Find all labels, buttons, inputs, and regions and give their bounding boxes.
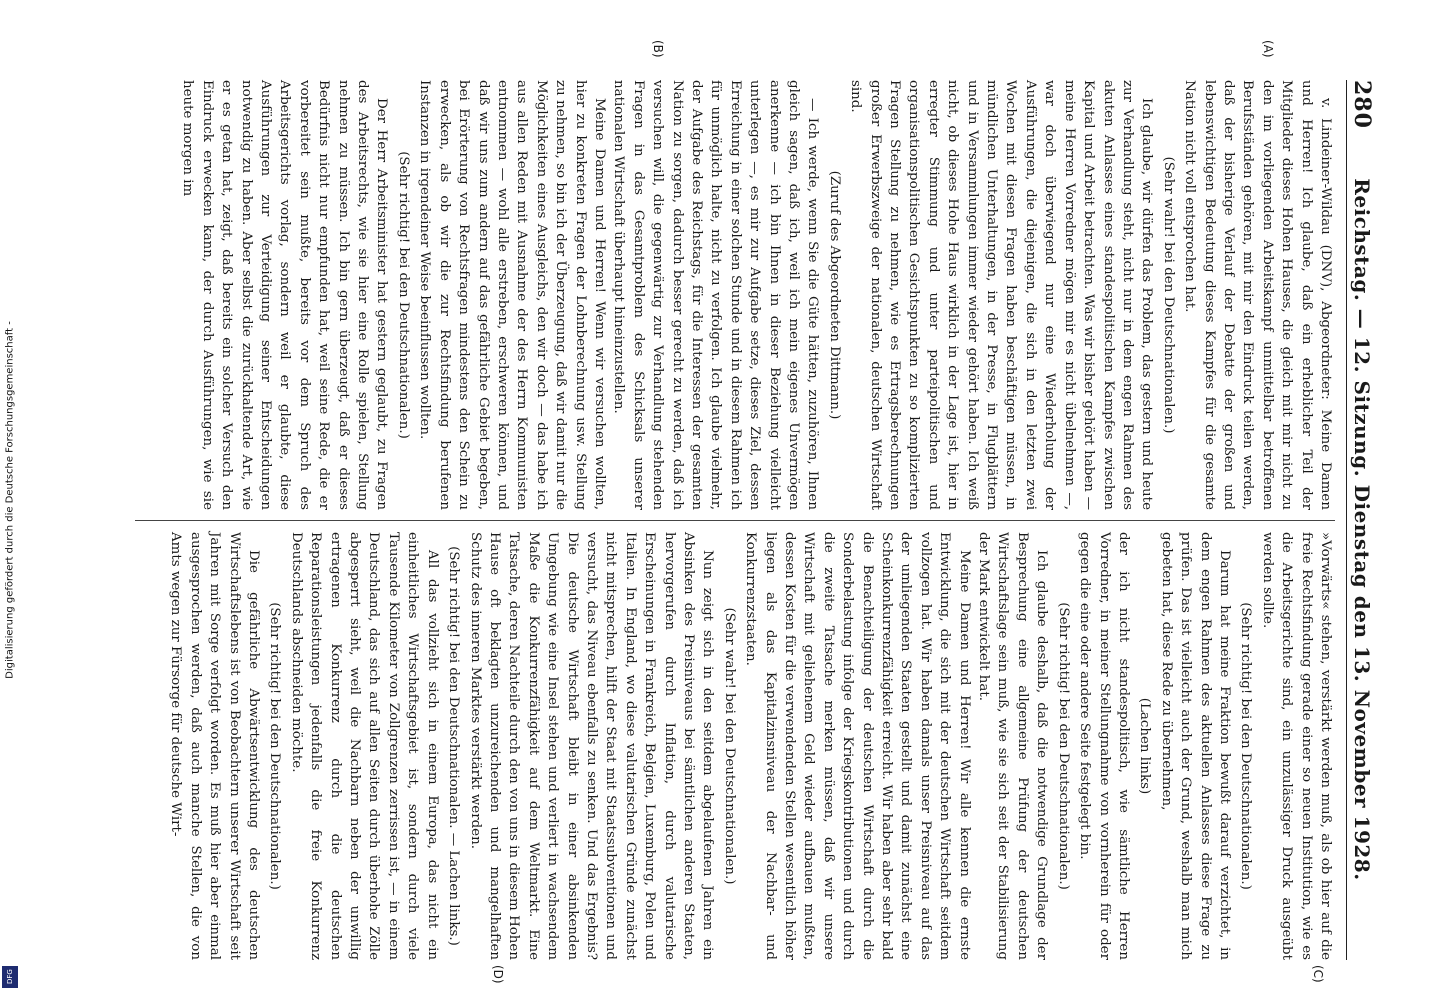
paragraph: Darum hat meine Fraktion bewußt darauf verzichtet, in dem engen Rahmen des aktuellen Anlasses diese Frage zu prüfen. Das ist vielleicht auch der Grund, weshalb man mich gebeten hat, diese Rede zu übernehmen, xyxy=(1158,532,1232,960)
paragraph: »Vorwärts« stehen, verstärkt werden muß, als ob hier auf die freie Rechtsfindung gerade einer so neuen Institution, wie es die Arbeitsgerichte sind, ein unzulässiger Druck ausgeübt werden sollte. xyxy=(1259,532,1333,960)
interjection: (Sehr richtig! bei den Deutschnationalen.) xyxy=(267,602,283,890)
paragraph: Meine Damen und Herren! Wir alle kennen die ernste Entwicklung, die sich mit der deutschen Wirtschaft seitdem vollzogen hat. Wir haben damals unser Preisniveau auf das der umliegenden Staaten gestellt und damit zunächst eine Scheinkonkurrenzfähigkeit erreicht. Wir haben aber sehr bald die Benachteiligung der deutschen Wirtschaft durch die Sonderbelastung infolge der Kriegskontributionen und durch die zweite Tatsache merken müssen, daß wir unsere Wirtschaft mit geliehenem Geld wieder aufbauen mußten, dessen Kosten für die verwendenden Stellen wesentlich höher liegen als das Kapitalzinsniveau der Nachbar- und Konkurrenzstaaten. xyxy=(743,532,972,960)
digitization-sidebar xyxy=(0,0,20,1000)
interjection: (Sehr wahr! bei den Deutschnationalen.) xyxy=(1160,156,1176,434)
margin-mark-c: (C) xyxy=(1311,965,1325,983)
interjection: (Sehr richtig! bei den Deutschnationalen.) xyxy=(1238,602,1254,890)
margin-mark-b: (B) xyxy=(651,40,665,58)
margin-mark-d: (D) xyxy=(491,965,505,984)
digitization-note: Digitalisierung gefördert durch die Deutsche Forschungsgemeinschaft - xyxy=(4,321,16,679)
interjection: (Sehr richtig! bei den Deutschnationalen. — Lachen links.) xyxy=(446,546,462,946)
page-title: Reichstag. — 12. Sitzung. Dienstag den 13. November 1928. xyxy=(1350,178,1374,881)
paragraph: Nun zeigt sich in den seitdem abgelaufenen Jahren ein Absinken des Preisniveaus bei sämtlichen anderen Staaten, hervorgerufen durch Inflation, durch valutarische Erscheinungen in Frankreich, Belgien, Luxemburg, Polen und Italien. In England, wo diese valutarischen Gründe zunächst nicht mitsprechen, hilft der Staat mit Staatssubventionen und versucht, das Niveau ebenfalls zu senken. Und das Ergebnis? Die deutsche Wirtschaft bleibt in einer absinkenden Umgebung wie eine Insel stehen und verliert in wachsendem Maße die Konkurrenzfähigkeit auf dem Weltmarkt. Eine Tatsache, deren Nachteile durch den von uns in diesem Hohen Hause oft beklagten unzureichenden und mangelhaften Schutz des inneren Marktes verstärkt werden. xyxy=(467,532,716,960)
paragraph: All das vollzieht sich in einem Europa, das nicht ein einheitliches Wirtschaftsgebiet ist, sondern durch viele Tausende Kilometer von Zollgrenzen zerrissen ist, — in einem Deutschland, das sich auf allen Seiten durch überhohe Zölle abgesperrt sieht, weil die Nachbarn neben der unwillig ertragenen Konkurrenz durch die deutschen Reparationsleistungen jedenfalls die freie Konkurrenz Deutschlands abschneiden möchte. xyxy=(288,532,440,960)
interjection: (Lachen links) xyxy=(1137,697,1153,795)
paragraph: Meine Damen und Herren! Wenn wir versuchen wollten, hier zu konkreten Fragen der Lohnberechnung usw. Stellung zu nehmen, so bin ich der Überzeugung, daß wir damit nur die Möglichkeiten eines Ausgleichs, den wir doch — das habe ich aus allen Reden mit Ausnahme der des Herrn Kommunisten entnommen — wohl alle erstreben, erschweren können, und daß wir uns zum andern auf das gefährliche Gebiet begeben, bei Erörterung von Rechtsfragen mindestens den Schein zu erwecken, als ob wir die zur Rechtsfindung berufenen Instanzen in irgendeiner Weise beeinflussen wollten. xyxy=(417,80,607,510)
paragraph: Ich glaube deshalb, daß die notwendige Grundlage der Besprechung eine allgemeine Prüfung der deutschen Wirtschaftslage sein muß, wie sie sich seit der Stabilisierung der Mark entwickelt hat. xyxy=(976,532,1050,960)
interjection: (Sehr richtig! bei den Deutschnationalen.) xyxy=(395,151,411,439)
paragraph: Der Herr Arbeitsminister hat gestern geglaubt, zu Fragen des Arbeitsrechts, wie sie hier eine Rolle spielen, Stellung nehmen zu müssen. Ich bin gern überzeugt, daß er dieses Bedürfnis nicht nur empfunden hat, weil seine Rede, die er vorbereitet sein mußte, bereits vor dem Spruch des Arbeitsgerichts vorlag, sondern weil er glaubte, diese Ausführungen zur Verteidigung seiner Entscheidungen notwendig zu haben. Aber selbst die zurückhaltende Art, wie er es getan hat, zeigt, daß bereits ein solcher Versuch den Eindruck erwecken kann, der durch Ausführungen, wie sie heute morgen im xyxy=(180,80,390,510)
left-column xyxy=(135,80,1335,510)
page-number: 280 xyxy=(1349,80,1375,129)
dfg-logo: DFG xyxy=(2,966,18,988)
interjection: (Sehr wahr! bei den Deutschnationalen.) xyxy=(721,607,737,885)
interjection: (Sehr richtig! bei den Deutschnationalen.) xyxy=(1055,602,1071,890)
paragraph: Ich glaube, wir dürfen das Problem, das gestern und heute zur Verhandlung steht, nicht nur in dem engen Rahmen des akuten Anlasses eines standespolitischen Kampfes zwischen Kapital und Arbeit betrachten. Was wir bisher gehört haben — meine Herren Vorredner mögen mir es nicht übelnehmen —, war doch überwiegend nur eine Wiederholung der Ausführungen, die diejenigen, die sich in den letzten zwei Wochen mit diesen Fragen haben beschäftigen müssen, in mündlichen Unterhaltungen, in der Presse, in Flugblättern und in Versammlungen immer wieder gehört haben. Ich weiß nicht, ob dieses Hohe Haus wirklich in der Lage ist, hier in erregter Stimmung und unter parteipolitischen und organisationspolitischen Gesichtspunkten zu so komplizierten Fragen Stellung zu nehmen, wie es Ertragsberechnungen großer Erwerbszweige der nationalen, deutschen Wirtschaft sind. xyxy=(848,80,1155,510)
printed-page xyxy=(125,40,1385,984)
margin-mark-a: (A) xyxy=(1261,40,1275,58)
paragraph: v. Lindeiner-Wildau (DNV), Abgeordneter: Meine Damen und Herren! Ich glaube, daß ein erheblicher Teil der Mitglieder dieses Hohen Hauses, die gleich mit mir nicht zu den im vorliegenden Arbeitskampf unmittelbar betroffenen Berufsständen gehören, mit mir den Eindruck teilen werden, daß der bisherige Verlauf der Debatte der großen und lebenswichtigen Bedeutung dieses Kampfes für die gesamte Nation nicht voll entsprochen hat. xyxy=(1182,80,1333,510)
paragraph: — Ich werde, wenn Sie die Güte hätten, zuzuhören, Ihnen gleich sagen, daß ich, weil ich mein eigenes Unvermögen anerkenne — ich bin Ihnen in dieser Beziehung vielleicht unterlegen —, es mir zur Aufgabe setze, dieses Ziel, dessen Erreichung in einer solchen Stunde und in diesem Rahmen ich für unmöglich halte, nicht zu verfolgen. Ich glaube vielmehr, der Aufgabe des Reichstags, für die Interessen der gesamten Nation zu sorgen, dadurch besser gerecht zu werden, daß ich versuchen will, die gegenwärtig zur Verhandlung stehenden Fragen in das Gesamtproblem des Schicksals unserer nationalen Wirtschaft überhaupt hineinzustellen. xyxy=(611,80,821,510)
column-divider xyxy=(135,520,1335,521)
right-column xyxy=(135,532,1335,960)
page-header xyxy=(1346,80,1377,960)
interjection: (Zuruf des Abgeordneten Dittmann.) xyxy=(826,170,842,420)
paragraph: Die gefährliche Abwärtsentwicklung des deutschen Wirtschaftslebens ist von Beobachtern unserer Wirtschaft seit Jahren mit Sorge verfolgt worden. Es muß hier aber einmal ausgesprochen werden, daß auch manche Stellen, die von Amts wegen zur Fürsorge für deutsche Wirt- xyxy=(168,532,262,960)
paragraph: der ich nicht standespolitisch, wie sämtliche Herren Vorredner, in meiner Stellungnahme von vornherein für oder gegen die eine oder andere Seite festgelegt bin. xyxy=(1077,532,1131,960)
scanned-page-area xyxy=(110,40,1400,985)
